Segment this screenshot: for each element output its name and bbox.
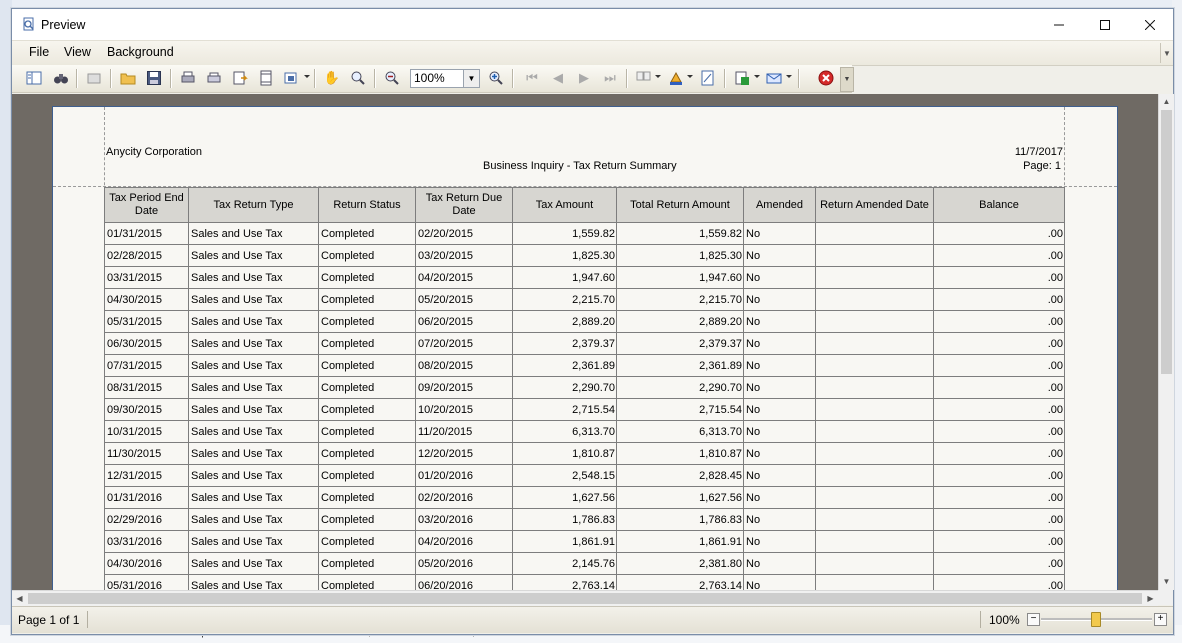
horizontal-scroll-thumb[interactable]	[28, 593, 1142, 604]
table-cell: 1,810.87	[617, 443, 744, 465]
table-cell: 2,379.37	[617, 333, 744, 355]
table-cell	[816, 377, 934, 399]
search-binoculars-icon[interactable]	[51, 69, 71, 87]
table-cell: 12/20/2015	[416, 443, 513, 465]
table-cell: Sales and Use Tax	[189, 421, 319, 443]
col-return-amended-date: Return Amended Date	[816, 188, 934, 223]
table-cell	[816, 531, 934, 553]
table-cell: 2,715.54	[513, 399, 617, 421]
chevron-down-icon[interactable]: ▼	[463, 70, 479, 87]
table-cell: 2,763.14	[617, 575, 744, 591]
table-cell: 07/31/2015	[105, 355, 189, 377]
table-cell: 1,559.82	[513, 223, 617, 245]
table-cell: 1,861.91	[513, 531, 617, 553]
table-cell: .00	[934, 465, 1065, 487]
table-cell: No	[744, 553, 816, 575]
table-cell: Sales and Use Tax	[189, 245, 319, 267]
table-cell: .00	[934, 223, 1065, 245]
page-number: Page: 1	[1023, 160, 1061, 172]
table-row	[105, 223, 1065, 245]
table-cell: 04/30/2015	[105, 289, 189, 311]
open-icon[interactable]	[118, 69, 138, 87]
table-cell: Sales and Use Tax	[189, 465, 319, 487]
table-cell: 02/28/2015	[105, 245, 189, 267]
table-row	[105, 509, 1065, 531]
table-cell: 1,786.83	[617, 509, 744, 531]
col-amended: Amended	[744, 188, 816, 223]
table-row	[105, 553, 1065, 575]
scroll-left-icon[interactable]: ◀	[16, 594, 23, 603]
table-cell	[816, 553, 934, 575]
table-cell: 1,861.91	[617, 531, 744, 553]
table-cell: Sales and Use Tax	[189, 333, 319, 355]
table-cell: 10/20/2015	[416, 399, 513, 421]
table-cell: No	[744, 267, 816, 289]
table-cell: 2,361.89	[617, 355, 744, 377]
scroll-right-icon[interactable]: ▶	[1147, 594, 1154, 603]
table-cell	[816, 399, 934, 421]
table-cell: Completed	[319, 267, 416, 289]
table-cell: 2,290.70	[513, 377, 617, 399]
table-cell: Completed	[319, 465, 416, 487]
table-row	[105, 421, 1065, 443]
zoom-plus-button[interactable]: +	[1154, 613, 1167, 626]
table-cell: Completed	[319, 355, 416, 377]
document-view[interactable]	[12, 94, 1158, 590]
table-cell: Completed	[319, 311, 416, 333]
table-cell: Completed	[319, 487, 416, 509]
table-cell: Completed	[319, 575, 416, 591]
table-cell: No	[744, 355, 816, 377]
document-map-icon[interactable]	[24, 69, 44, 87]
table-cell: 04/30/2016	[105, 553, 189, 575]
table-cell: 05/31/2015	[105, 311, 189, 333]
table-cell: .00	[934, 575, 1065, 591]
table-cell: 2,763.14	[513, 575, 617, 591]
maximize-button[interactable]	[1082, 9, 1128, 40]
table-cell: Completed	[319, 333, 416, 355]
table-cell: 09/20/2015	[416, 377, 513, 399]
table-cell: No	[744, 377, 816, 399]
table-cell: .00	[934, 289, 1065, 311]
table-cell: 11/20/2015	[416, 421, 513, 443]
table-cell: 08/20/2015	[416, 355, 513, 377]
save-icon[interactable]	[144, 69, 164, 87]
table-cell	[816, 443, 934, 465]
table-row	[105, 267, 1065, 289]
table-cell: Sales and Use Tax	[189, 575, 319, 591]
table-cell: 03/31/2016	[105, 531, 189, 553]
table-row	[105, 443, 1065, 465]
table-cell: 2,215.70	[513, 289, 617, 311]
col-balance: Balance	[934, 188, 1065, 223]
chevron-down-icon[interactable]: ▼	[1160, 43, 1173, 63]
table-cell: 1,825.30	[617, 245, 744, 267]
table-cell: .00	[934, 245, 1065, 267]
table-row	[105, 355, 1065, 377]
table-cell: Completed	[319, 509, 416, 531]
minimize-button[interactable]	[1036, 9, 1082, 40]
table-cell: Sales and Use Tax	[189, 443, 319, 465]
table-cell	[816, 311, 934, 333]
col-return-status: Return Status	[319, 188, 416, 223]
table-cell: No	[744, 421, 816, 443]
table-cell: 2,361.89	[513, 355, 617, 377]
preview-window	[11, 8, 1174, 635]
horizontal-scrollbar[interactable]	[12, 590, 1158, 606]
last-page-icon[interactable]: ⏭	[604, 70, 616, 85]
table-row	[105, 311, 1065, 333]
table-cell: 06/20/2016	[416, 575, 513, 591]
table-cell: No	[744, 311, 816, 333]
table-cell	[816, 465, 934, 487]
table-cell: 6,313.70	[513, 421, 617, 443]
table-cell: 06/20/2015	[416, 311, 513, 333]
zoom-minus-button[interactable]: −	[1027, 613, 1040, 626]
close-preview-icon[interactable]	[816, 69, 836, 87]
table-header-row	[105, 188, 1065, 223]
table-cell: .00	[934, 487, 1065, 509]
table-row	[105, 333, 1065, 355]
preview-app-icon	[22, 17, 36, 31]
table-cell: 1,786.83	[513, 509, 617, 531]
zoom-percent-label: 100%	[989, 613, 1020, 627]
watermark-icon[interactable]	[698, 69, 718, 87]
email-icon[interactable]	[764, 69, 784, 87]
table-cell: No	[744, 399, 816, 421]
report-page	[52, 106, 1118, 590]
table-cell: No	[744, 575, 816, 591]
table-cell: 01/31/2016	[105, 487, 189, 509]
table-cell	[816, 355, 934, 377]
menu-background[interactable]: Background	[107, 45, 174, 59]
table-cell: 05/20/2015	[416, 289, 513, 311]
table-cell: 03/20/2016	[416, 509, 513, 531]
table-row	[105, 465, 1065, 487]
table-cell: 04/20/2015	[416, 267, 513, 289]
table-cell: 08/31/2015	[105, 377, 189, 399]
toolbar	[12, 65, 852, 93]
close-button[interactable]	[1127, 9, 1173, 40]
table-row	[105, 487, 1065, 509]
table-cell: Completed	[319, 421, 416, 443]
table-cell: Completed	[319, 443, 416, 465]
table-cell: .00	[934, 399, 1065, 421]
toolbar-overflow-button[interactable]: ▼	[840, 67, 854, 92]
scroll-corner	[1158, 590, 1173, 605]
table-cell: .00	[934, 509, 1065, 531]
first-page-icon[interactable]: ⏮	[526, 70, 538, 85]
table-cell: 2,548.15	[513, 465, 617, 487]
table-row	[105, 399, 1065, 421]
print-icon[interactable]	[204, 69, 224, 87]
table-cell	[816, 223, 934, 245]
zoom-out-icon[interactable]	[382, 69, 402, 87]
thumbnails-icon[interactable]	[84, 69, 104, 87]
color-icon[interactable]	[666, 69, 686, 87]
table-cell: 03/31/2015	[105, 267, 189, 289]
table-cell: 2,290.70	[617, 377, 744, 399]
table-cell: No	[744, 333, 816, 355]
table-cell: No	[744, 289, 816, 311]
table-cell: 06/30/2015	[105, 333, 189, 355]
table-cell	[816, 421, 934, 443]
table-cell: Completed	[319, 531, 416, 553]
col-tax-period-end-date: Tax Period End Date	[105, 188, 189, 223]
table-cell: .00	[934, 311, 1065, 333]
zoom-in-icon[interactable]	[486, 69, 506, 87]
table-cell: 1,559.82	[617, 223, 744, 245]
next-page-icon[interactable]: ▶	[579, 70, 589, 85]
table-cell: .00	[934, 421, 1065, 443]
table-cell: Completed	[319, 553, 416, 575]
zoom-slider-thumb[interactable]	[1091, 612, 1101, 627]
report-title: Business Inquiry - Tax Return Summary	[483, 160, 677, 172]
scale-icon[interactable]	[282, 69, 302, 87]
table-cell: 07/20/2015	[416, 333, 513, 355]
vertical-scrollbar[interactable]	[1158, 94, 1174, 590]
table-cell	[816, 487, 934, 509]
tax-return-table	[104, 187, 1065, 590]
col-tax-return-due-date: Tax Return Due Date	[416, 188, 513, 223]
table-cell: .00	[934, 355, 1065, 377]
table-cell: .00	[934, 333, 1065, 355]
table-cell: Completed	[319, 245, 416, 267]
table-cell: No	[744, 465, 816, 487]
print-setup-icon[interactable]	[178, 69, 198, 87]
magnifier-icon[interactable]	[348, 69, 368, 87]
table-cell: 1,810.87	[513, 443, 617, 465]
table-cell: 11/30/2015	[105, 443, 189, 465]
table-cell: 01/31/2015	[105, 223, 189, 245]
table-cell: 2,828.45	[617, 465, 744, 487]
table-body	[105, 223, 1065, 591]
menu-view[interactable]: View	[64, 45, 91, 59]
table-cell	[816, 245, 934, 267]
table-cell: 2,145.76	[513, 553, 617, 575]
report-date: 11/7/2017	[1014, 146, 1063, 158]
table-cell	[816, 509, 934, 531]
table-cell: Completed	[319, 399, 416, 421]
table-cell: 01/20/2016	[416, 465, 513, 487]
table-cell: Completed	[319, 289, 416, 311]
col-total-return-amount: Total Return Amount	[617, 188, 744, 223]
table-row	[105, 289, 1065, 311]
table-cell: Sales and Use Tax	[189, 355, 319, 377]
table-cell: 05/31/2016	[105, 575, 189, 591]
page-setup-icon[interactable]	[256, 69, 276, 87]
table-cell: 1,825.30	[513, 245, 617, 267]
table-cell: 2,889.20	[617, 311, 744, 333]
table-cell: Sales and Use Tax	[189, 553, 319, 575]
title-bar[interactable]	[12, 9, 1173, 40]
table-cell: 12/31/2015	[105, 465, 189, 487]
table-cell: 6,313.70	[617, 421, 744, 443]
table-cell: 02/29/2016	[105, 509, 189, 531]
export-icon[interactable]	[732, 69, 752, 87]
company-name: Anycity Corporation	[106, 146, 202, 158]
status-bar	[12, 606, 1173, 633]
table-cell: 10/31/2015	[105, 421, 189, 443]
table-cell: 2,715.54	[617, 399, 744, 421]
table-cell: Completed	[319, 377, 416, 399]
table-cell: Sales and Use Tax	[189, 531, 319, 553]
table-cell: .00	[934, 267, 1065, 289]
table-cell	[816, 333, 934, 355]
table-cell: Sales and Use Tax	[189, 377, 319, 399]
table-row	[105, 245, 1065, 267]
table-cell: No	[744, 223, 816, 245]
table-cell: 1,947.60	[617, 267, 744, 289]
col-tax-return-type: Tax Return Type	[189, 188, 319, 223]
table-cell: Sales and Use Tax	[189, 267, 319, 289]
table-row	[105, 531, 1065, 553]
table-cell: No	[744, 245, 816, 267]
table-cell	[816, 267, 934, 289]
vertical-scroll-thumb[interactable]	[1161, 110, 1172, 374]
table-cell: 2,379.37	[513, 333, 617, 355]
quick-print-icon[interactable]	[230, 69, 250, 87]
table-cell: 1,627.56	[617, 487, 744, 509]
table-cell: 2,215.70	[617, 289, 744, 311]
hand-icon[interactable]: ✋	[323, 70, 341, 85]
table-row	[105, 575, 1065, 591]
menu-file[interactable]: File	[29, 45, 50, 59]
col-tax-amount: Tax Amount	[513, 188, 617, 223]
table-cell: Completed	[319, 223, 416, 245]
table-cell: .00	[934, 531, 1065, 553]
table-cell: 02/20/2016	[416, 487, 513, 509]
table-cell: 1,627.56	[513, 487, 617, 509]
table-cell: .00	[934, 377, 1065, 399]
table-cell: Sales and Use Tax	[189, 289, 319, 311]
zoom-value: 100%	[414, 71, 445, 85]
table-cell: No	[744, 509, 816, 531]
table-cell: 04/20/2016	[416, 531, 513, 553]
scroll-down-icon[interactable]: ▼	[1162, 577, 1171, 586]
zoom-combobox[interactable]	[410, 69, 480, 88]
table-cell: 05/20/2016	[416, 553, 513, 575]
previous-page-icon[interactable]: ◀	[553, 70, 563, 85]
page-count-label: Page 1 of 1	[18, 613, 80, 627]
table-cell: No	[744, 531, 816, 553]
table-cell: 09/30/2015	[105, 399, 189, 421]
table-cell: No	[744, 487, 816, 509]
table-cell: .00	[934, 443, 1065, 465]
table-cell: Sales and Use Tax	[189, 399, 319, 421]
table-row	[105, 377, 1065, 399]
table-cell: 02/20/2015	[416, 223, 513, 245]
scroll-up-icon[interactable]: ▲	[1162, 97, 1171, 106]
table-cell: .00	[934, 553, 1065, 575]
table-cell	[816, 575, 934, 591]
table-cell: Sales and Use Tax	[189, 487, 319, 509]
table-cell: Sales and Use Tax	[189, 311, 319, 333]
table-cell: No	[744, 443, 816, 465]
table-cell: 2,381.80	[617, 553, 744, 575]
table-cell: Sales and Use Tax	[189, 509, 319, 531]
table-cell: 2,889.20	[513, 311, 617, 333]
menu-bar	[12, 40, 1173, 66]
table-cell	[816, 289, 934, 311]
table-cell: Sales and Use Tax	[189, 223, 319, 245]
table-cell: 1,947.60	[513, 267, 617, 289]
window-title: Preview	[41, 18, 86, 32]
table-cell: 03/20/2015	[416, 245, 513, 267]
multiple-pages-icon[interactable]	[634, 69, 654, 87]
